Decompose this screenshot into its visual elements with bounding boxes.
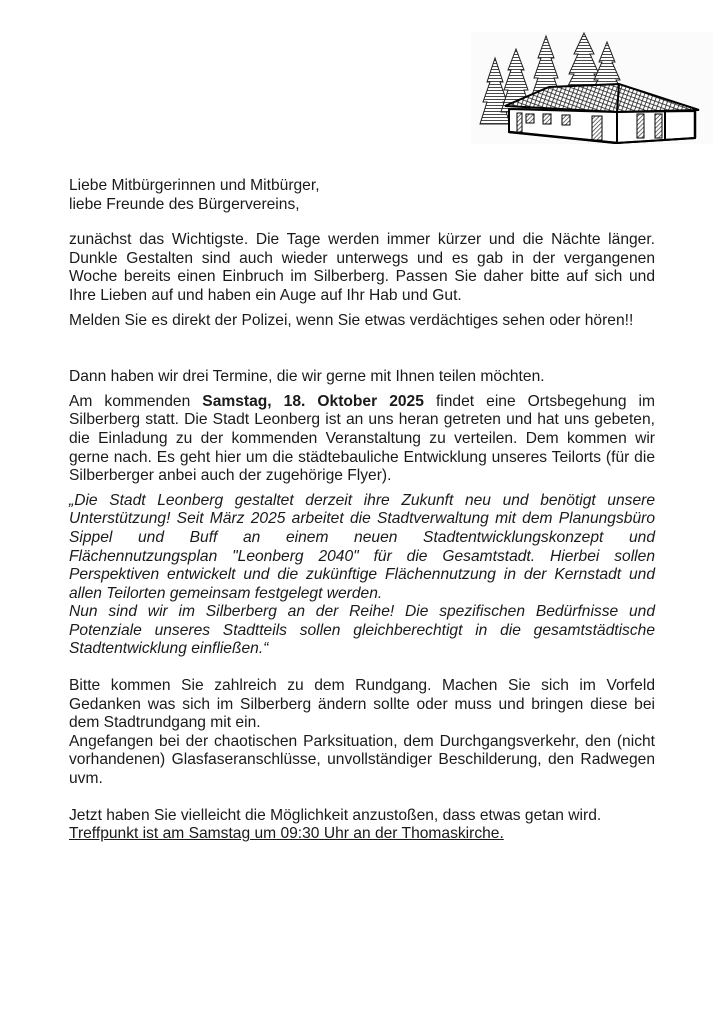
letter-body (69, 177, 655, 844)
clubhouse-with-trees-icon (471, 32, 713, 144)
paragraph-event-announcement (69, 393, 655, 486)
greeting (69, 177, 655, 214)
event-text-after: findet eine Ortsbegehung im Silberberg statt. Die Stadt Leonberg ist an uns heran getreten und hat uns gebeten, die Einladung zu der kommenden Veranstaltung zu verteilen. Dem kommen wir gerne nach. Es geht hier um die städtebauliche Entwicklung unseres Teilorts (für die Silberberger anbei auch der zugehörige Flyer). (69, 392, 655, 485)
quote-part-1: „Die Stadt Leonberg gestaltet derzeit ihre Zukunft neu und benötigt unsere Unterstützung! Seit März 2025 arbeitet die Stadtverwaltung mit dem Planungsbüro Sippel und Buff an einem neuen Stadtentwicklungskonzept und Flächennutzungsplan "Leonberg 2040" für die Gesamtstadt. Hierbei sollen Perspektiven entwickelt und die zukünftige Flächennutzung in der Kernstadt und allen Teilorten gemeinsam festgelegt werden. (69, 491, 655, 602)
logo (471, 32, 713, 144)
meeting-point: Treffpunkt ist am Samstag um 09:30 Uhr an der Thomaskirche. (69, 825, 504, 843)
paragraph-safety-warning: zunächst das Wichtigste. Die Tage werden immer kürzer und die Nächte länger. Dunkle Gestalten sind auch wieder unterwegs und es gab in der vergangenen Woche bereits einen Einbruch im Silberberg. Passen Sie daher bitte auf sich und Ihre Lieben auf und haben ein Auge auf Ihr Hab und Gut. (69, 231, 655, 304)
greeting-line-2: liebe Freunde des Bürgervereins, (69, 195, 300, 213)
greeting-line-1: Liebe Mitbürgerinnen und Mitbürger, (69, 177, 320, 194)
event-text-before: Am kommenden (69, 392, 203, 410)
invitation-line-1: Bitte kommen Sie zahlreich zu dem Rundgang. Machen Sie sich im Vorfeld Gedanken was sich im Silberberg ändern sollte oder muss und bringen diese bei dem Stadtrundgang mit ein. (69, 677, 655, 732)
invitation-line-2: Angefangen bei der chaotischen Parksituation, dem Durchgangsverkehr, den (nicht vorhandenen) Glasfaseranschlüsse, unvollständiger Beschilderung, den Radwegen uvm. (69, 732, 655, 788)
quote-part-2: Nun sind wir im Silberberg an der Reihe! Die spezifischen Bedürfnisse und Potenziale unseres Stadtteils sollen gleichberechtigt in die gesamtstädtische Stadtentwicklung einfließen.“ (69, 603, 655, 658)
paragraph-invitation (69, 677, 655, 789)
paragraph-closing (69, 807, 655, 844)
paragraph-dates-intro: Dann haben wir drei Termine, die wir gerne mit Ihnen teilen möchten. (69, 368, 545, 386)
city-quote (69, 492, 655, 659)
closing-text: Jetzt haben Sie vielleicht die Möglichkeit anzustoßen, dass etwas getan wird. (69, 806, 602, 824)
event-date: Samstag, 18. Oktober 2025 (202, 392, 424, 410)
paragraph-police-notice: Melden Sie es direkt der Polizei, wenn Sie etwas verdächtiges sehen oder hören!! (69, 311, 634, 329)
